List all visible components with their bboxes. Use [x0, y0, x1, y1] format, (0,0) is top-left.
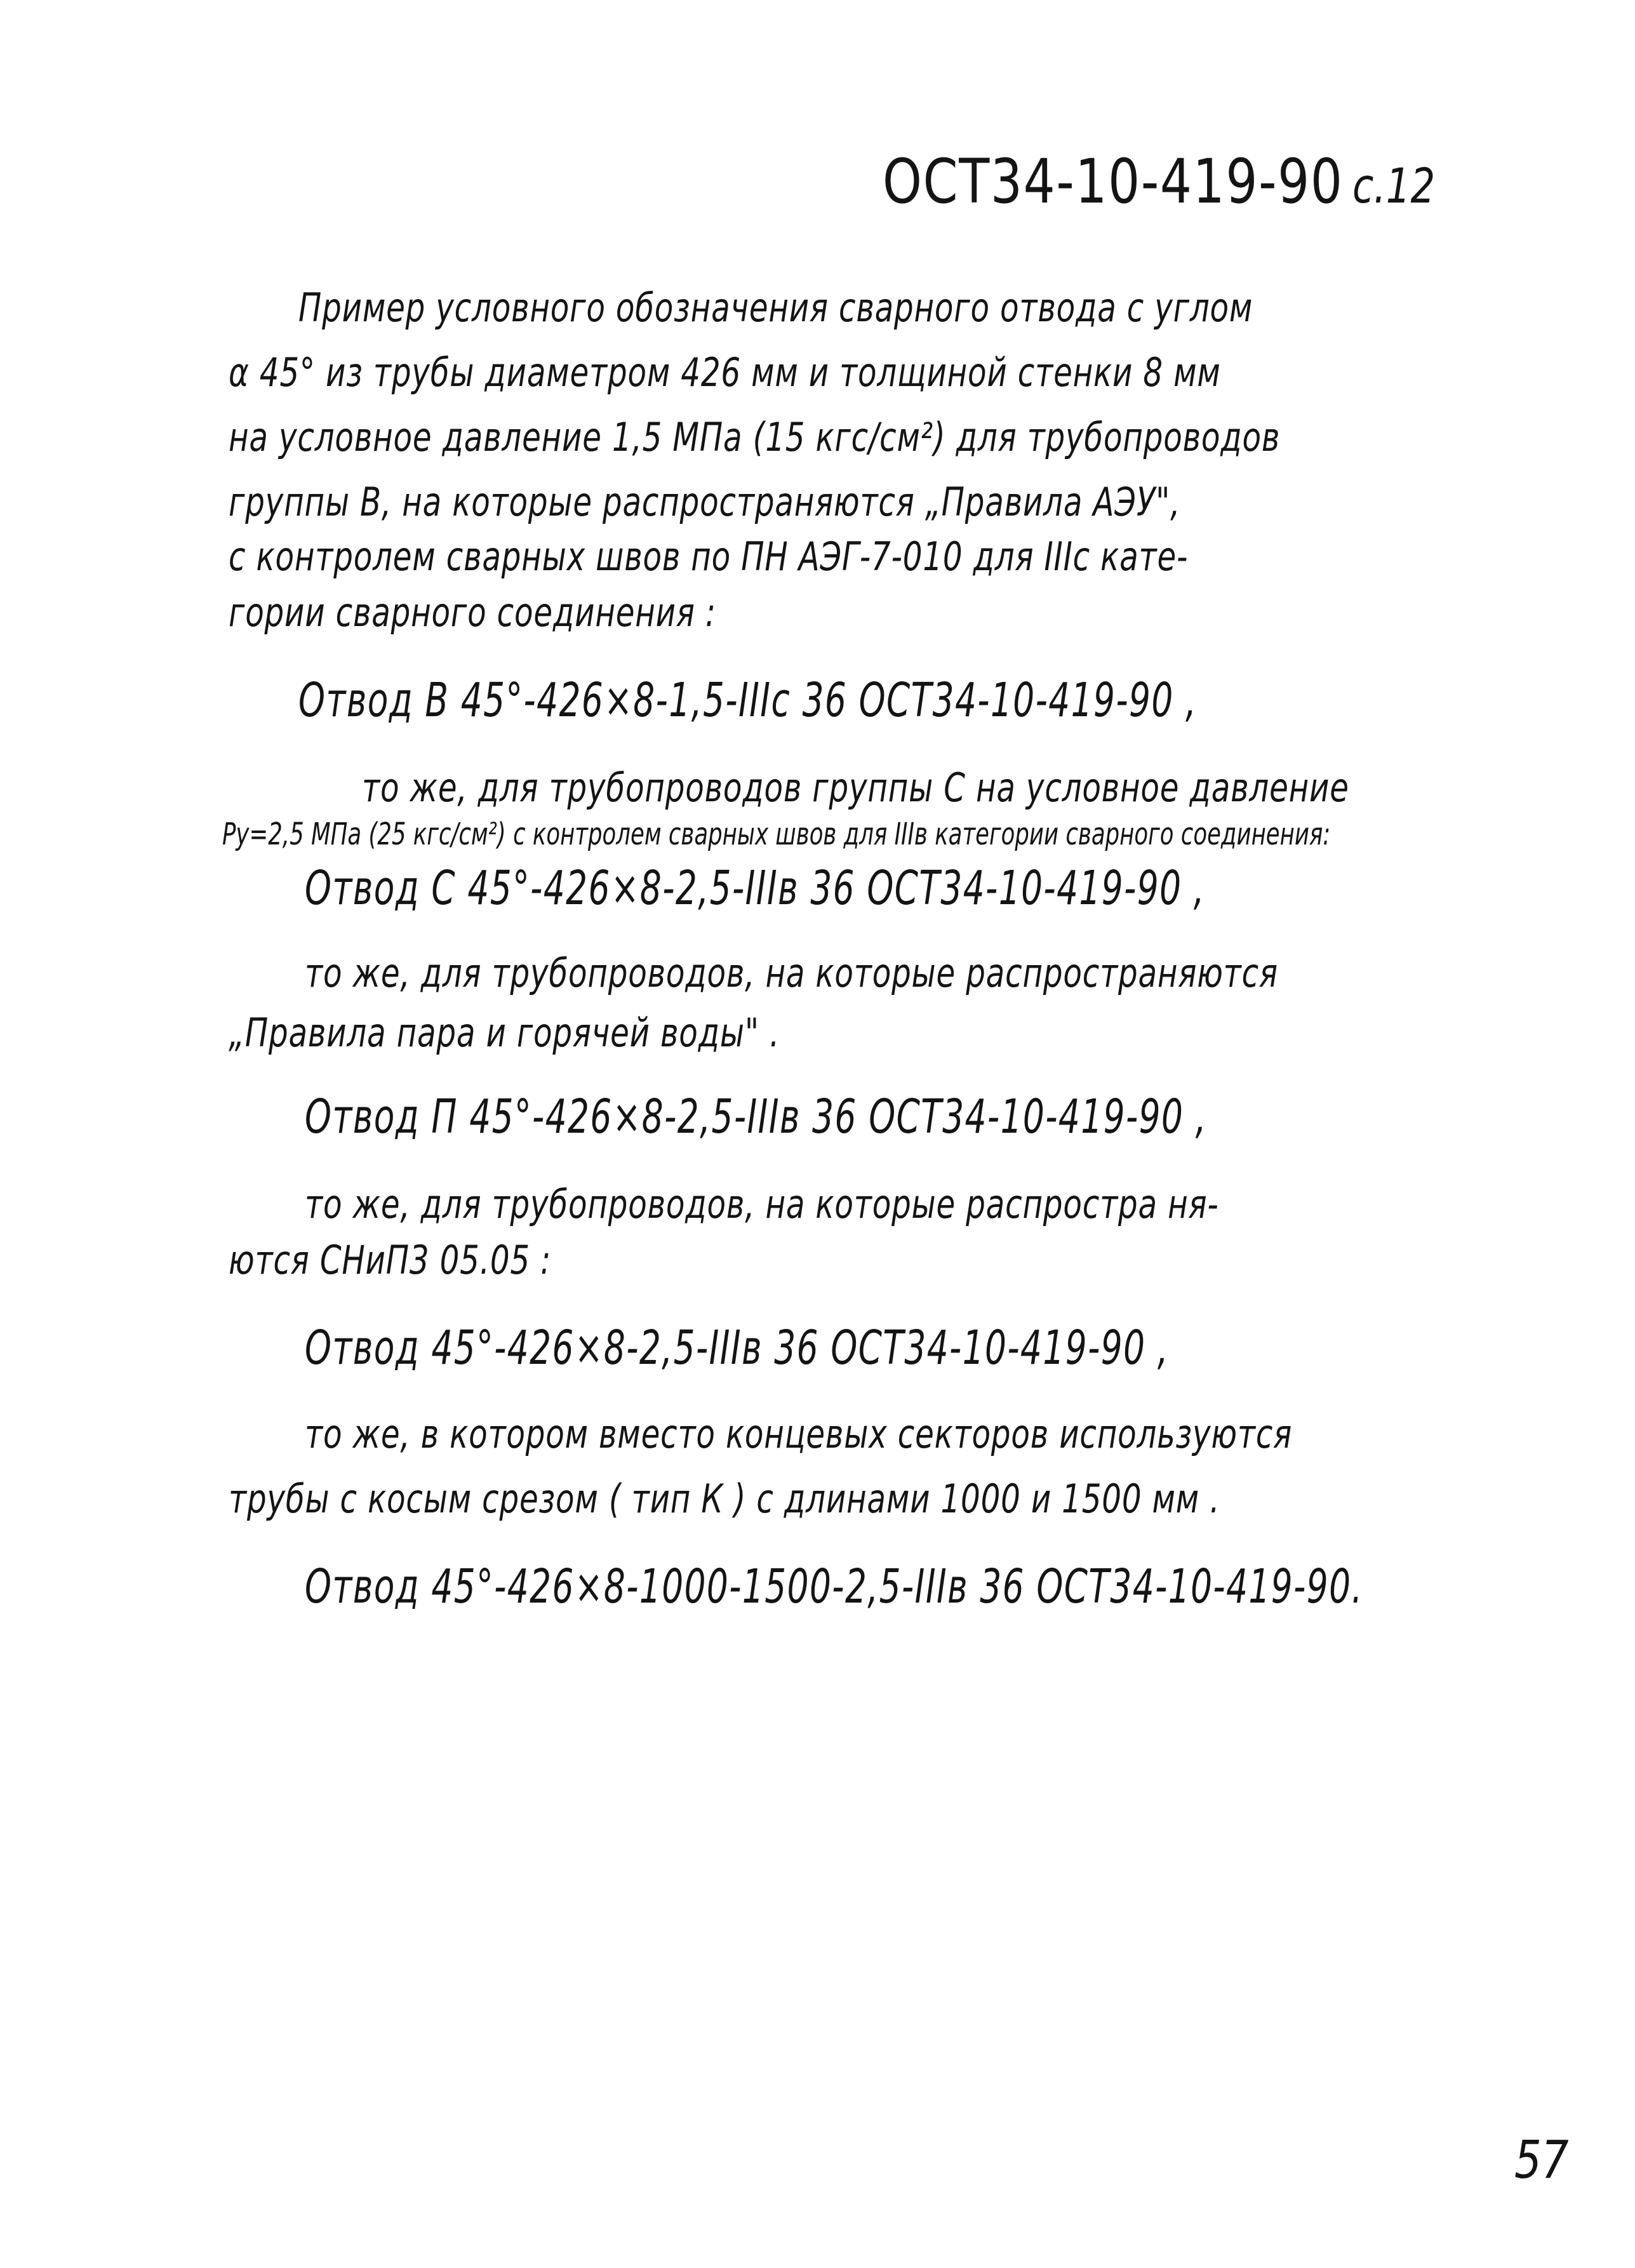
intro-line-3: на условное давление 1,5 МПа (15 кгс/см²) для трубопроводов — [229, 414, 1281, 460]
intro-line-1: Пример условного обозначения сварного отвода с углом — [298, 284, 1253, 331]
designation-formula-3: Отвод П 45°-426×8-2,5-IIIв 36 ОСТ34-10-419-90 , — [305, 1090, 1208, 1144]
document-code: ОСТ34-10-419-90 — [883, 146, 1344, 217]
text-5-line-2: трубы с косым срезом ( тип К ) с длинами 1000 и 1500 мм . — [229, 1476, 1220, 1522]
text-4-line-2: ются СНиП3 05.05 : — [229, 1237, 552, 1283]
text-4-line-1: то же, для трубопроводов, на которые распростра ня- — [305, 1181, 1219, 1227]
text-5-line-1: то же, в котором вместо концевых секторов используются — [305, 1411, 1293, 1457]
text-3-line-1: то же, для трубопроводов, на которые распространяются — [305, 950, 1278, 996]
designation-formula-4: Отвод 45°-426×8-2,5-IIIв 36 ОСТ34-10-419-90 , — [305, 1321, 1170, 1375]
page-number: 57 — [1514, 2130, 1569, 2191]
intro-line-5: с контролем сварных швов по ПН АЭГ-7-010 для IIIс кате- — [229, 533, 1189, 580]
text-3-line-2: „Правила пара и горячей воды" . — [229, 1010, 780, 1056]
text-2-line-1: то же, для трубопроводов группы С на условное давление — [362, 764, 1349, 811]
page-label: с.12 — [1352, 157, 1436, 214]
designation-formula-1: Отвод В 45°-426×8-1,5-IIIс 36 ОСТ34-10-419-90 , — [298, 673, 1198, 728]
intro-line-2: α 45° из трубы диаметром 426 мм и толщиной стенки 8 мм — [229, 349, 1221, 396]
text-2-line-2: Ру=2,5 МПа (25 кгс/см²) с контролем сварных швов для IIIв категории сварного соединения: — [222, 817, 1331, 852]
designation-formula-2: Отвод С 45°-426×8-2,5-IIIв 36 ОСТ34-10-419-90 , — [305, 861, 1206, 916]
intro-line-4: группы В, на которые распространяются „Правила АЭУ", — [229, 479, 1181, 525]
intro-line-6: гории сварного соединения : — [229, 589, 716, 636]
designation-formula-5: Отвод 45°-426×8-1000-1500-2,5-IIIв 36 ОСТ34-10-419-90. — [305, 1559, 1363, 1614]
